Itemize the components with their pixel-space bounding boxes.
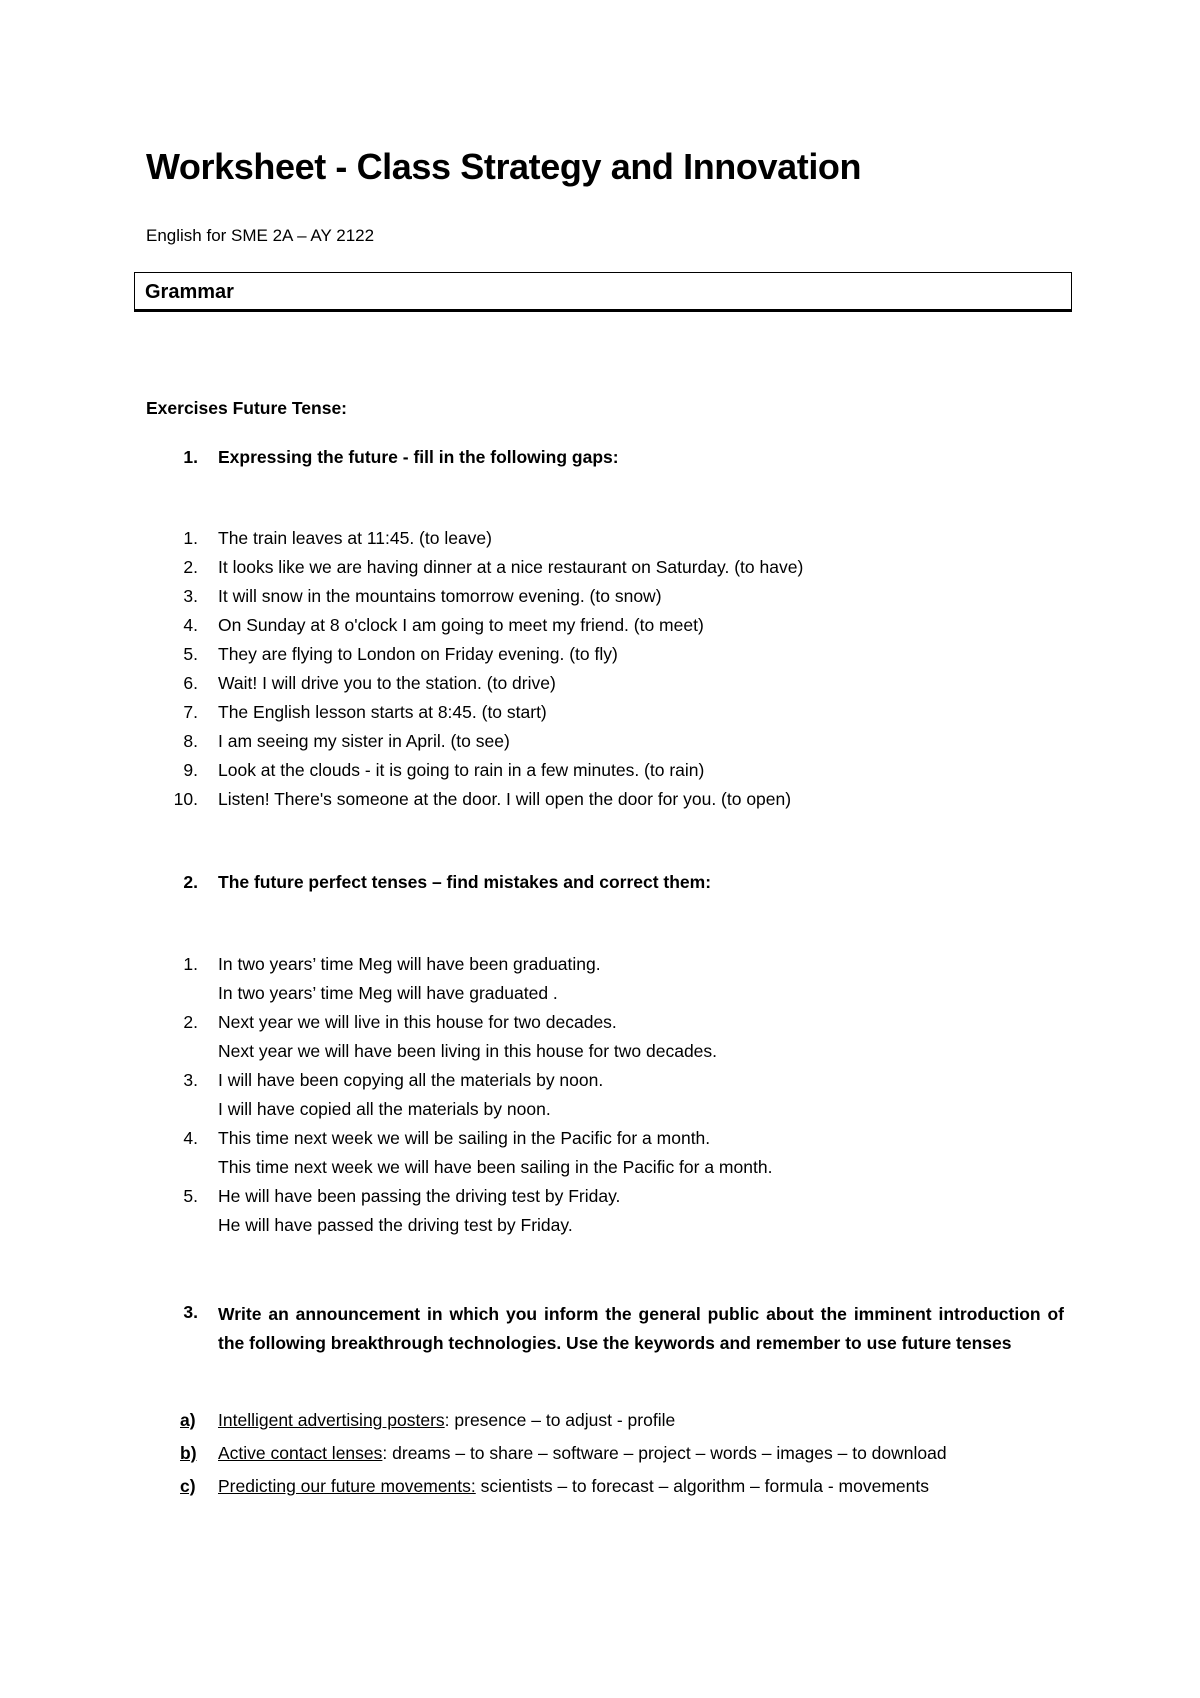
section-header-box bbox=[134, 272, 1072, 312]
item-text bbox=[218, 1475, 929, 1497]
item-correct-sentence: Next year we will have been living in this house for two decades. bbox=[218, 1041, 718, 1061]
item-separator: : bbox=[444, 1410, 450, 1430]
item-wrong-sentence: Next year we will live in this house for two decades. bbox=[218, 1012, 617, 1032]
item-text: Wait! I will drive you to the station. (to drive) bbox=[218, 673, 556, 693]
item-number: 2. bbox=[183, 557, 198, 577]
exercise-number: 3. bbox=[183, 1302, 198, 1322]
item-text: I am seeing my sister in April. (to see) bbox=[218, 731, 510, 751]
item-letter: b) bbox=[180, 1443, 197, 1463]
item-topic: Intelligent advertising posters bbox=[218, 1410, 445, 1430]
item-letter: a) bbox=[180, 1410, 196, 1430]
item-number: 1. bbox=[183, 528, 198, 548]
item-number: 8. bbox=[183, 731, 198, 751]
item-number: 4. bbox=[183, 1128, 198, 1148]
item-correct-sentence: This time next week we will have been sailing in the Pacific for a month. bbox=[218, 1157, 773, 1177]
exercise3-heading: Write an announcement in which you inform the general public about the imminent introduction of the following breakthrough technologies. Use the keywords and remember to use future tenses bbox=[218, 1304, 1064, 1353]
item-text: Look at the clouds - it is going to rain in a few minutes. (to rain) bbox=[218, 760, 705, 780]
item-number: 3. bbox=[183, 586, 198, 606]
item-text bbox=[218, 1442, 947, 1464]
item-correct-sentence: In two years’ time Meg will have graduated . bbox=[218, 983, 558, 1003]
item-number: 4. bbox=[183, 615, 198, 635]
item-number: 5. bbox=[183, 1186, 198, 1206]
item-wrong-sentence: In two years’ time Meg will have been graduating. bbox=[218, 954, 601, 974]
item-correct-sentence: He will have passed the driving test by Friday. bbox=[218, 1215, 573, 1235]
item-text: The train leaves at 11:45. (to leave) bbox=[218, 528, 492, 548]
item-keywords: presence – to adjust - profile bbox=[449, 1410, 676, 1430]
item-number: 2. bbox=[183, 1012, 198, 1032]
item-keywords: scientists – to forecast – algorithm – formula - movements bbox=[475, 1476, 929, 1496]
item-correct-sentence: I will have copied all the materials by noon. bbox=[218, 1099, 551, 1119]
item-text: On Sunday at 8 o'clock I am going to meet my friend. (to meet) bbox=[218, 615, 704, 635]
course-subtitle: English for SME 2A – AY 2122 bbox=[146, 226, 375, 245]
exercise-number: 1. bbox=[183, 447, 198, 467]
item-text: It will snow in the mountains tomorrow evening. (to snow) bbox=[218, 586, 662, 606]
item-topic: Active contact lenses bbox=[218, 1443, 383, 1463]
section-title: Grammar bbox=[145, 281, 234, 303]
exercise-number: 2. bbox=[183, 872, 198, 892]
item-text: They are flying to London on Friday evening. (to fly) bbox=[218, 644, 618, 664]
item-number: 1. bbox=[183, 954, 198, 974]
item-text: The English lesson starts at 8:45. (to start) bbox=[218, 702, 547, 722]
item-number: 10. bbox=[173, 789, 198, 809]
exercise1-heading: Expressing the future - fill in the following gaps: bbox=[218, 447, 619, 467]
item-separator: : bbox=[382, 1443, 388, 1463]
item-keywords: dreams – to share – software – project – words – images – to download bbox=[387, 1443, 947, 1463]
item-number: 9. bbox=[183, 760, 198, 780]
item-number: 3. bbox=[183, 1070, 198, 1090]
exercise2-heading: The future perfect tenses – find mistakes and correct them: bbox=[218, 872, 712, 892]
item-text bbox=[218, 1409, 675, 1431]
item-number: 6. bbox=[183, 673, 198, 693]
item-number: 7. bbox=[183, 702, 198, 722]
item-wrong-sentence: He will have been passing the driving test by Friday. bbox=[218, 1186, 621, 1206]
item-topic: Predicting our future movements: bbox=[218, 1476, 476, 1496]
item-text: Listen! There's someone at the door. I will open the door for you. (to open) bbox=[218, 789, 792, 809]
item-wrong-sentence: This time next week we will be sailing in the Pacific for a month. bbox=[218, 1128, 711, 1148]
item-number: 5. bbox=[183, 644, 198, 664]
item-wrong-sentence: I will have been copying all the materials by noon. bbox=[218, 1070, 604, 1090]
item-letter: c) bbox=[180, 1476, 196, 1496]
exercises-intro: Exercises Future Tense: bbox=[146, 398, 348, 418]
item-text: It looks like we are having dinner at a nice restaurant on Saturday. (to have) bbox=[218, 557, 804, 577]
page-title: Worksheet - Class Strategy and Innovation bbox=[146, 146, 862, 187]
